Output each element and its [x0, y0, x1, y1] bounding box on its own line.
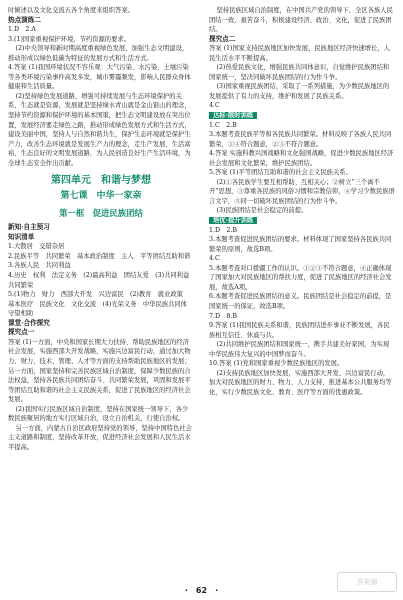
answer-paragraph: (2)坚持绿色发展道路，增强可持续发展与生态环境保护的关系，生态就是资源，发展就是坚持绿水青山就是金山银山的理念，坚持节约资源和保护环境的基本国策，把生态文明建设放在突出位置，发展经济要走绿色之路，推动形成绿色发展方式和生活方式，建设美丽中国，坚持人与自然和谐共生，保护生态环境就是保护生产力，改善生态环境就是发展生产力的理念，走生产发展、生活富裕、生态良好的文明发展道路，为人民创造良好生产生活环境，为全球生态安全作出贡献。 — [8, 92, 191, 167]
text-line: 时倾述以及文化交流五各个角度来组织答案。 — [8, 7, 134, 14]
page-number-mark: · — [215, 586, 219, 595]
answer-paragraph: 4.答案 (1)我国环境状况不容乐观：大气污染、水污染、土壤污染等各类环境污染事件高发多发，城市雾霾频发，影响人民群众身体健康和生活质量。 — [8, 64, 191, 91]
answer-paragraph: 4.答案 实施科教兴国战略和文化强国战略，促进少数民族地区经济社会发展和文化繁荣，维护民族团结。 — [209, 150, 394, 167]
section-badge: 培优·提升训练 — [209, 217, 257, 224]
subsection-heading — [209, 216, 395, 226]
answer-paragraph: (2)我国实行民族区域自治制度，坚持在国家统一领导下，各少数民族聚居的地方实行区域自治，设立自治机关，行使自治权。 — [8, 405, 189, 423]
answer-line: 4.C — [209, 102, 220, 110]
right-column — [209, 6, 395, 452]
answer-line: 1.D 2.A — [8, 26, 36, 34]
subsection-heading — [209, 111, 395, 121]
answer-paragraph: 10.答案 (1)党和国家重视少数民族地区的发展。 — [209, 360, 344, 368]
answer-line: 1.D 2.B — [209, 226, 237, 234]
answer-paragraph: (3)民族团结是社会稳定的前提。 — [216, 207, 308, 215]
answer-line: 3.各族人民 共同利益 — [8, 262, 71, 270]
answer-paragraph: 5.本题考查对口援疆工作的认识。①②③不符合题意，④正确体现了国家加大对民族地区的帮扶力度，促进了民族地区的经济社会发展，故选A项。 — [209, 264, 392, 291]
exercise-heading: 探究点二 — [209, 34, 236, 43]
answer-paragraph: (2)热爱民族文化，增强民族共同体意识，自觉维护民族团结和国家统一，坚决同破坏民族团结的行为作斗争。 — [209, 64, 390, 81]
answer-paragraph: (2)①各民族学生要互相帮助、互相关心；②树立“三个离不开”思想，③尊重各民族的风俗习惯和宗教信仰，④学习少数民族语言文字，⑤同一切破坏民族团结的行为作斗争。 — [209, 178, 395, 205]
answer-line: 3.(1)国家重视保护环境，节约资源的要求。 — [8, 35, 130, 43]
page-number-mark: · — [184, 586, 188, 595]
exercise-heading: 热点演练二 — [8, 15, 41, 24]
exercise-heading: 知识清单 — [8, 232, 35, 241]
answer-paragraph: 3.本题考查促进民族团结的要求。材料体现了国家坚持各民族共同繁荣的原则，故选B项。 — [209, 236, 392, 253]
answer-line: 7.D 8.B — [209, 312, 237, 320]
left-column — [8, 6, 194, 452]
answer-paragraph: 另一方面，内蒙古自治区政府坚持党的领导，坚持中国特色社会主义道路和制度，坚持改革开放，促进经济社会发展和人民生活水平提高。 — [8, 424, 192, 451]
section-title: 第一框 促进民族团结 — [59, 208, 143, 219]
answer-line: 4.C — [209, 255, 220, 263]
watermark-logo: 答案圈 — [337, 572, 397, 592]
answer-line: 1.大散居 交错杂居 — [8, 243, 65, 251]
answer-paragraph: (2)共同维护民族团结和国家统一，携手共建美好家园，为实现中华民族伟大复兴的中国梦而奋斗。 — [209, 341, 390, 358]
section-badge: 达标·限时训练 — [209, 112, 257, 119]
answer-paragraph: 答案 (1)一方面，中央和国家长期大力扶持、帮助民族地区的经济社会发展，实施西部大开发战略，实施兴边富民行动，通过加大物力、财力、技术、管理、人才等方面的支持帮助民族地区的发展；另一方面，国家坚持和完善民族区域自治制度，保障少数民族的合法权益，坚持各民族共同团结奋斗、共同繁荣发展，巩固和发展平等团结互助和谐的社会主义民族关系，促进了民族地区的经济社会发展。 — [8, 338, 191, 404]
unit-title: 第四单元 和谐与梦想 — [51, 175, 151, 187]
answer-line: 5.(1)物力 财力 西部大开发 兴边富民 (2)教育 就业政策 基本医疗 民族文化 文化交流 (4)光荣义务 中华民族共同体 守望相助 — [8, 291, 194, 318]
answer-line: 4.历史 权利 法定义务 (2)最高利益 团结友爱 (3)共同利益 共同繁荣 — [8, 272, 196, 289]
answer-line: 1.C 2.B — [209, 121, 237, 129]
answer-paragraph: 6.本题考查促进民族团结的意义。民族团结是社会稳定的前提，是国家统一的保证，故选B项。 — [209, 293, 392, 310]
exercise-heading: 探究点一 — [8, 328, 35, 337]
subsection-heading: 课堂·合作探究 — [8, 318, 50, 327]
answer-paragraph: (2)中央领导和新时期高度重视绿色发展，加强生态文明建设，推动形成以绿色低碳为特征的发展方式和生活方式。 — [8, 45, 189, 62]
answer-paragraph: 5.答案 (1)平等团结互助和谐的社会主义民族关系。 — [209, 169, 352, 177]
answer-paragraph: 3.本题考查民族平等和各民族共同繁荣。材料反映了各族人民共同繁荣，①④符合题意，②③不符合题意。 — [209, 131, 392, 148]
two-column-body — [8, 6, 395, 452]
lesson-title: 第七课 中华一家亲 — [60, 191, 142, 202]
page-number-value: 62 — [195, 586, 208, 595]
answer-paragraph: (2)支持民族地区加快发展，实施西部大开发、兴边富民行动，加大对民族地区的财力、物力、人力支持，推进基本公共服务均等化，实行少数民族文化、教育、医疗等方面的优惠政策。 — [209, 369, 392, 396]
answer-paragraph: 坚持民族区域自治制度，在中国共产党的领导下，全区各族人民团结一致、艰苦奋斗，积极建设经济、政治、文化，促进了民族团结。 — [209, 7, 393, 34]
answer-paragraph: (3)国家重视民族团结，采取了一系列措施，为少数民族地区的发展提供了有力的支持，维护和发展了民族关系。 — [209, 83, 390, 100]
answer-paragraph: 答案 (1)国家支持民族地区加快发展，民族地区经济快速增长，人民生活水平不断提高。 — [209, 45, 390, 62]
answer-line: 2.民族平等 共同繁荣 基本政治制度 主人 平等团结互助和谐 — [8, 252, 191, 260]
subsection-heading: 新知·自主预习 — [8, 223, 50, 232]
answer-paragraph: 9.答案 (1)我国民族关系和谐，民族团结进步事业不断发展，各民族相互信任、休戚与共。 — [209, 322, 390, 339]
